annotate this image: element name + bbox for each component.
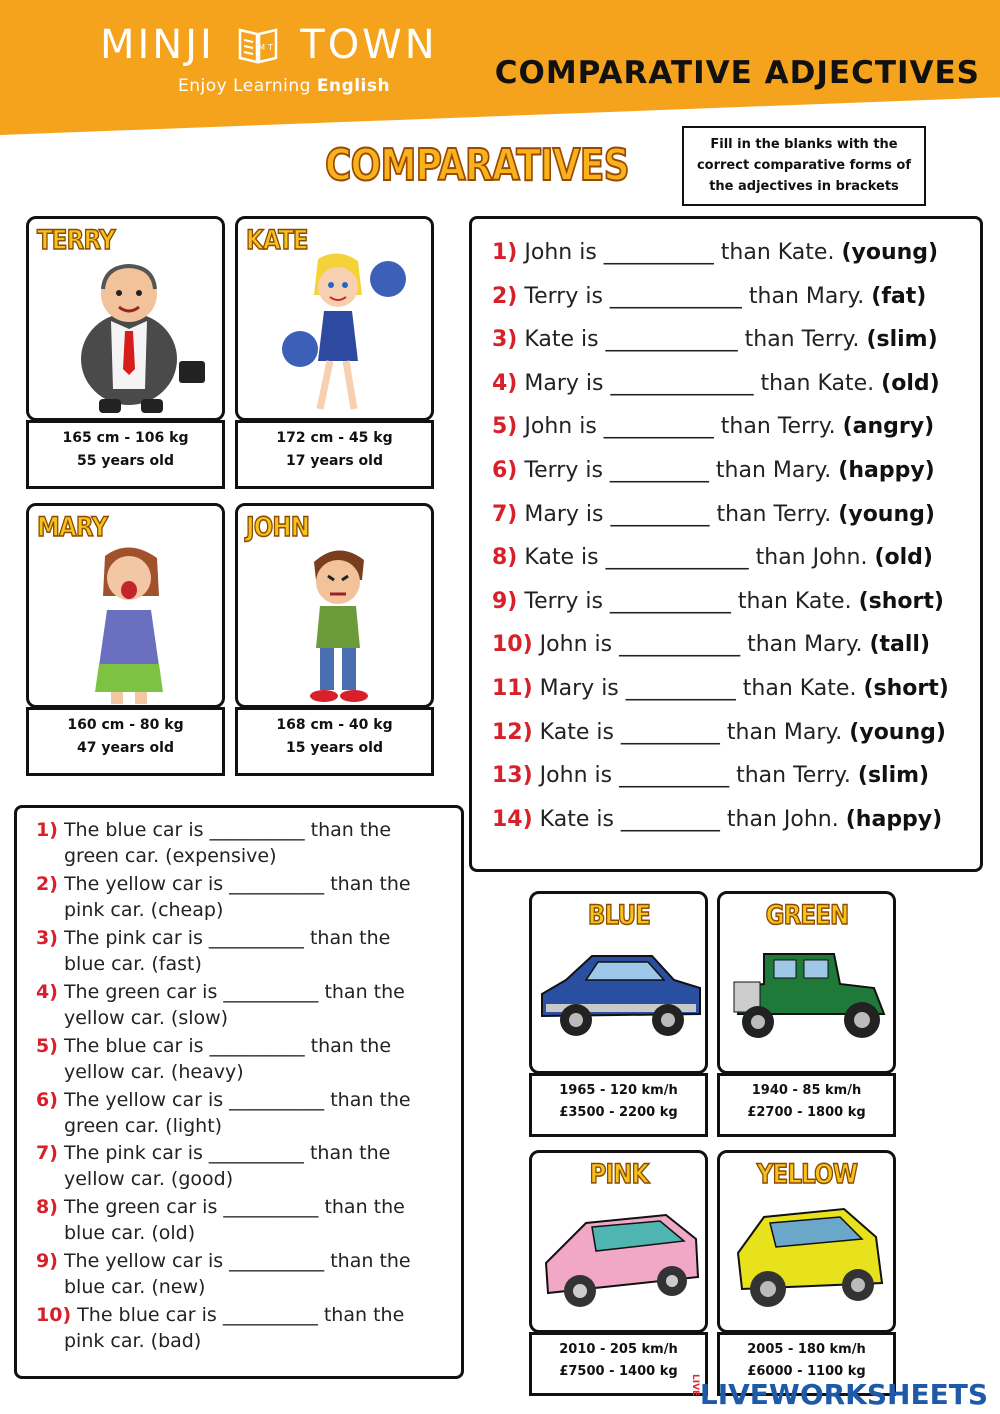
car-exercise-item [36, 1033, 391, 1060]
exercise-sentence[interactable]: The green car is __________ than the [63, 1196, 405, 1219]
adjective-hint: (young) [849, 719, 946, 745]
exercise-subject: Terry is [524, 588, 603, 614]
adjective-hint: (slim) [857, 763, 930, 789]
exercise-rest: than Kate. [720, 240, 835, 265]
stat-line: £2700 - 1800 kg [747, 1105, 866, 1120]
live-badge: LIVE [689, 1374, 700, 1397]
stat-line: 165 cm - 106 kg [62, 430, 189, 446]
person-name: TERRY [37, 225, 115, 256]
people-exercise-item [492, 414, 934, 439]
exercise-number: 4) [36, 980, 58, 1003]
exercise-subject: Terry is [524, 458, 603, 483]
exercise-number: 2) [492, 283, 518, 309]
exercise-subject: Kate is [539, 806, 614, 832]
car-exercise-item [36, 1302, 404, 1329]
exercise-sentence[interactable]: The pink car is __________ than the [63, 1142, 391, 1165]
person-stats-kate [235, 420, 434, 489]
exercise-number: 11) [492, 676, 533, 701]
tagline-part1: Enjoy Learning [178, 76, 311, 96]
exercise-sentence[interactable]: The blue car is __________ than the [63, 819, 392, 841]
exercise-rest: than Terry. [716, 501, 832, 527]
car-stats-blue [529, 1073, 708, 1137]
stat-line: 17 years old [286, 453, 383, 469]
people-exercise-item [492, 676, 949, 701]
exercise-sentence[interactable]: The blue car is __________ than the [77, 1304, 405, 1327]
terry-illustration [49, 249, 209, 419]
exercise-number: 6) [36, 1088, 58, 1111]
answer-blank[interactable]: _________ [620, 806, 720, 832]
car-card-yellow [717, 1150, 896, 1333]
exercise-number: 14) [492, 806, 533, 832]
tagline-part2: English [316, 76, 391, 96]
person-name: JOHN [246, 512, 310, 543]
adjective-hint: (short) [863, 676, 949, 701]
stat-line: 1940 - 85 km/h [751, 1083, 862, 1098]
car-exercise-continuation: pink car. (bad) [64, 1330, 202, 1353]
car-exercise-item [36, 925, 390, 952]
yellow-car-illustration [724, 1193, 894, 1323]
exercise-subject: John is [539, 763, 613, 789]
stat-line: £7500 - 1400 kg [559, 1364, 678, 1379]
people-exercise-item [492, 807, 942, 832]
person-card-mary [26, 503, 225, 708]
car-exercise-item [36, 1140, 390, 1167]
car-card-blue [529, 891, 708, 1074]
exercise-rest: than Terry. [720, 414, 836, 440]
pink-car-illustration [536, 1193, 706, 1323]
person-stats-mary [26, 707, 225, 776]
car-exercise-continuation: blue car. (fast) [64, 952, 202, 975]
people-exercise-item [492, 284, 926, 309]
brand-logo [100, 22, 438, 68]
exercise-number: 7) [36, 1142, 58, 1165]
answer-blank[interactable]: ___________ [619, 632, 741, 658]
answer-blank[interactable]: _________ [620, 719, 720, 745]
adjective-hint: (happy) [845, 806, 943, 832]
car-name: YELLOW [756, 1159, 857, 1190]
exercise-subject: Mary is [539, 676, 619, 701]
exercise-number: 6) [492, 458, 518, 483]
book-mark: MT [257, 43, 276, 52]
green-car-illustration [724, 934, 894, 1054]
answer-blank[interactable]: ____________ [605, 327, 738, 353]
answer-blank[interactable]: _________ [610, 501, 710, 527]
answer-blank[interactable]: _____________ [610, 370, 754, 396]
people-exercise-item [492, 502, 935, 527]
people-exercise-item [492, 327, 938, 352]
exercise-number: 5) [492, 414, 518, 440]
car-exercise-continuation: blue car. (old) [64, 1222, 196, 1245]
person-name: MARY [37, 512, 108, 543]
instruction-line: correct comparative forms of [696, 158, 912, 173]
car-exercise-item [36, 1194, 405, 1221]
car-exercise-item [36, 871, 411, 898]
people-exercise-item [492, 458, 935, 483]
adjective-hint: (angry) [842, 414, 935, 440]
car-exercise-item [36, 817, 391, 844]
exercise-rest: than Kate. [737, 588, 852, 614]
people-exercise-item [492, 240, 938, 265]
exercise-number: 13) [492, 763, 533, 789]
answer-blank[interactable]: ___________ [609, 588, 731, 614]
exercise-number: 5) [36, 1034, 58, 1057]
exercise-number: 3) [36, 926, 58, 949]
exercise-number: 1) [36, 819, 58, 841]
stat-line: £6000 - 1100 kg [747, 1364, 866, 1379]
people-exercise-item [492, 763, 929, 788]
answer-blank[interactable]: _________ [609, 458, 709, 483]
car-exercise-continuation: yellow car. (heavy) [64, 1060, 244, 1083]
stat-line: 2010 - 205 km/h [559, 1342, 678, 1357]
exercise-subject: Kate is [524, 327, 599, 353]
exercise-subject: John is [539, 632, 613, 658]
exercise-number: 12) [492, 719, 533, 745]
exercise-subject: Mary is [524, 501, 604, 527]
exercise-number: 9) [36, 1250, 58, 1273]
logo-text: LIVEWORKSHEETS [699, 1378, 988, 1412]
exercise-rest: than Terry. [736, 763, 851, 789]
exercise-rest: than Kate. [742, 676, 857, 701]
adjective-hint: (old) [874, 545, 933, 571]
exercise-subject: Mary is [524, 370, 604, 396]
exercise-rest: than Mary. [726, 719, 843, 745]
mary-illustration [49, 536, 209, 706]
exercise-sentence[interactable]: The yellow car is __________ than the [63, 872, 411, 895]
stat-line: 168 cm - 40 kg [276, 717, 393, 733]
adjective-hint: (old) [881, 370, 940, 396]
car-exercise-continuation: pink car. (cheap) [64, 898, 224, 921]
exercise-number: 8) [36, 1196, 58, 1219]
answer-blank[interactable]: __________ [603, 414, 714, 440]
stat-line: 47 years old [77, 740, 174, 756]
exercise-sentence[interactable]: The blue car is __________ than the [63, 1034, 392, 1057]
instruction-line: Fill in the blanks with the [710, 137, 898, 152]
person-card-john [235, 503, 434, 708]
exercise-sentence[interactable]: The yellow car is __________ than the [63, 1088, 411, 1111]
exercise-number: 10) [36, 1304, 72, 1327]
exercise-number: 10) [492, 632, 533, 658]
car-stats-green [717, 1073, 896, 1137]
people-exercise-item [492, 720, 946, 745]
exercise-number: 2) [36, 872, 58, 895]
answer-blank[interactable]: ____________ [609, 283, 742, 309]
adjective-hint: (fat) [871, 283, 927, 309]
exercise-number: 8) [492, 545, 518, 571]
stat-line: 2005 - 180 km/h [747, 1342, 866, 1357]
car-name: GREEN [765, 900, 848, 931]
john-illustration [258, 536, 418, 706]
adjective-hint: (short) [858, 588, 944, 614]
exercise-number: 4) [492, 370, 518, 396]
stat-line: 1965 - 120 km/h [559, 1083, 678, 1098]
brand-right: TOWN [300, 22, 438, 68]
exercise-subject: Kate is [539, 719, 614, 745]
people-exercise-item [492, 545, 933, 570]
kate-illustration [258, 249, 418, 419]
car-exercise-continuation: blue car. (new) [64, 1276, 206, 1299]
brand-left: MINJI [100, 22, 215, 68]
blue-car-illustration [536, 934, 706, 1054]
exercise-rest: than John. [726, 806, 839, 832]
instruction-box [682, 126, 926, 206]
brand-tagline [178, 76, 390, 96]
liveworksheets-logo[interactable] [690, 1374, 988, 1411]
exercise-number: 9) [492, 588, 518, 614]
exercise-rest: than Mary. [747, 632, 863, 658]
adjective-hint: (happy) [838, 458, 935, 483]
exercise-sentence[interactable]: The pink car is __________ than the [63, 926, 391, 949]
topic-title: COMPARATIVE ADJECTIVES [494, 55, 980, 91]
car-exercise-item [36, 1248, 411, 1275]
adjective-hint: (young) [838, 501, 935, 527]
exercise-rest: than Terry. [744, 327, 860, 353]
car-name: BLUE [587, 900, 650, 931]
people-exercise-item [492, 632, 930, 657]
answer-blank[interactable]: __________ [619, 763, 730, 789]
instruction-line: the adjectives in brackets [709, 179, 899, 194]
stat-line: 15 years old [286, 740, 383, 756]
person-card-kate [235, 216, 434, 421]
car-exercise-continuation: green car. (expensive) [64, 845, 277, 867]
person-name: KATE [246, 225, 308, 256]
person-stats-john [235, 707, 434, 776]
people-exercise-item [492, 371, 940, 396]
stat-line: £3500 - 2200 kg [559, 1105, 678, 1120]
adjective-hint: (slim) [866, 327, 938, 353]
car-exercise-item [36, 979, 405, 1006]
exercise-rest: than John. [755, 545, 868, 571]
exercise-subject: John is [524, 240, 597, 265]
exercise-number: 1) [492, 240, 518, 265]
stat-line: 160 cm - 80 kg [67, 717, 184, 733]
car-name: PINK [589, 1159, 648, 1190]
exercise-rest: than Mary. [715, 458, 832, 483]
answer-blank[interactable]: __________ [603, 240, 714, 265]
car-card-pink [529, 1150, 708, 1333]
exercise-sentence[interactable]: The yellow car is __________ than the [63, 1250, 411, 1273]
people-exercise-item [492, 589, 944, 614]
exercise-subject: Kate is [524, 545, 599, 571]
page-title: COMPARATIVES [325, 140, 629, 191]
exercise-rest: than Kate. [760, 370, 875, 396]
answer-blank[interactable]: _____________ [605, 545, 749, 571]
adjective-hint: (tall) [869, 632, 931, 658]
car-stats-pink [529, 1332, 708, 1396]
stat-line: 55 years old [77, 453, 174, 469]
exercise-subject: John is [524, 414, 597, 440]
answer-blank[interactable]: __________ [625, 676, 736, 701]
stat-line: 172 cm - 45 kg [276, 430, 393, 446]
person-card-terry [26, 216, 225, 421]
book-icon [237, 24, 279, 64]
car-exercise-item [36, 1087, 411, 1114]
person-stats-terry [26, 420, 225, 489]
car-exercise-continuation: yellow car. (good) [64, 1168, 234, 1191]
exercise-subject: Terry is [524, 283, 603, 309]
car-card-green [717, 891, 896, 1074]
exercise-rest: than Mary. [748, 283, 865, 309]
exercise-sentence[interactable]: The green car is __________ than the [63, 980, 405, 1003]
car-exercise-continuation: yellow car. (slow) [64, 1006, 229, 1029]
car-exercise-continuation: green car. (light) [64, 1114, 223, 1137]
exercise-number: 3) [492, 327, 518, 353]
exercise-number: 7) [492, 501, 518, 527]
adjective-hint: (young) [841, 240, 939, 265]
